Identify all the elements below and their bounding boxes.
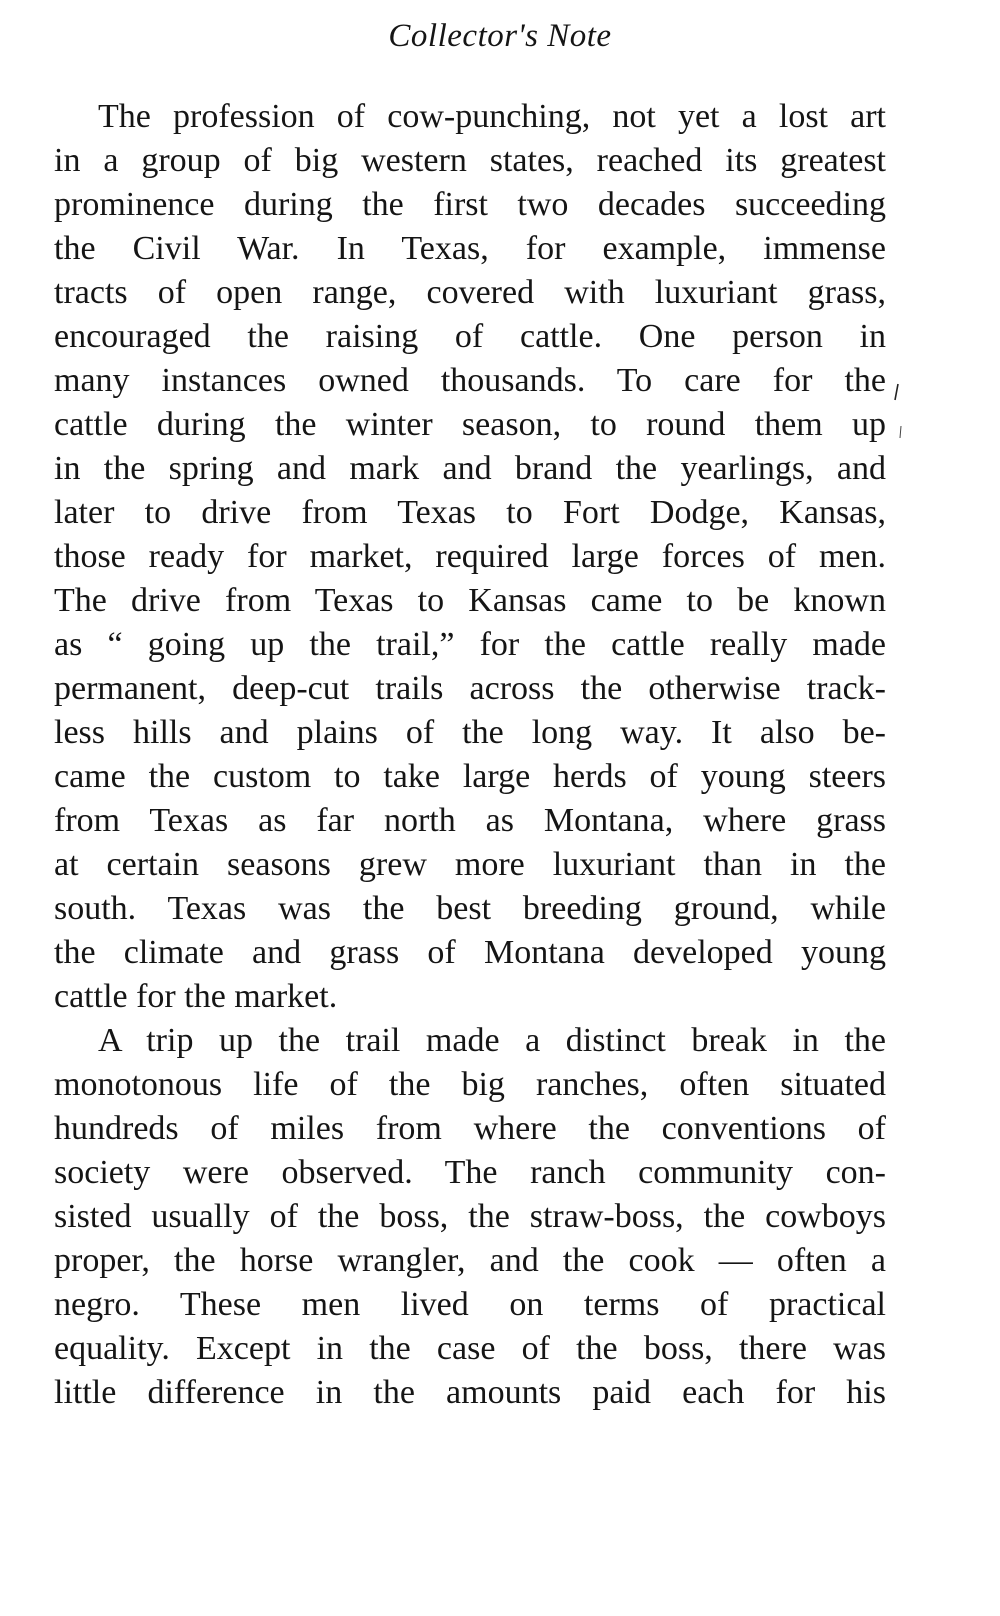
text-line: proper, the horse wrangler, and the cook — often a [54,1242,886,1279]
text-line: came the custom to take large herds of young steers [54,758,886,795]
text-line: The profession of cow-punching, not yet a lost art [98,98,886,135]
text-line: prominence during the first two decades succeeding [54,186,886,223]
text-line: tracts of open range, covered with luxuriant grass, [54,274,886,311]
margin-pencil-mark [892,382,904,442]
text-line: the climate and grass of Montana developed young [54,934,886,971]
text-line: many instances owned thousands. To care for the [54,362,886,399]
text-line: cattle during the winter season, to round them up [54,406,886,443]
text-line: society were observed. The ranch community con- [54,1154,886,1191]
text-line: in a group of big western states, reached its greatest [54,142,886,179]
text-line: sisted usually of the boss, the straw-boss, the cowboys [54,1198,886,1235]
text-line: south. Texas was the best breeding ground, while [54,890,886,927]
text-line: hundreds of miles from where the conventions of [54,1110,886,1147]
paragraph-2 [54,1019,886,1415]
text-line: A trip up the trail made a distinct break in the [98,1022,886,1059]
paragraph-1 [54,95,886,1019]
text-line: as “ going up the trail,” for the cattle really made [54,626,886,663]
text-line: permanent, deep-cut trails across the otherwise track- [54,670,886,707]
text-line: monotonous life of the big ranches, often situated [54,1066,886,1103]
text-line: cattle for the market. [54,978,338,1015]
text-line: the Civil War. In Texas, for example, immense [54,230,886,267]
body-text [54,95,886,1415]
text-line: later to drive from Texas to Fort Dodge, Kansas, [54,494,886,531]
text-line: The drive from Texas to Kansas came to be known [54,582,886,619]
text-line: from Texas as far north as Montana, where grass [54,802,886,839]
text-line: encouraged the raising of cattle. One person in [54,318,886,355]
text-line: negro. These men lived on terms of practical [54,1286,886,1323]
running-head: Collector's Note [388,18,612,54]
text-line: little difference in the amounts paid each for his [54,1374,886,1411]
text-line: at certain seasons grew more luxuriant than in the [54,846,886,883]
text-line: in the spring and mark and brand the yearlings, and [54,450,886,487]
text-line: those ready for market, required large forces of men. [54,538,886,575]
text-line: less hills and plains of the long way. It also be- [54,714,886,751]
text-line: equality. Except in the case of the boss, there was [54,1330,886,1367]
